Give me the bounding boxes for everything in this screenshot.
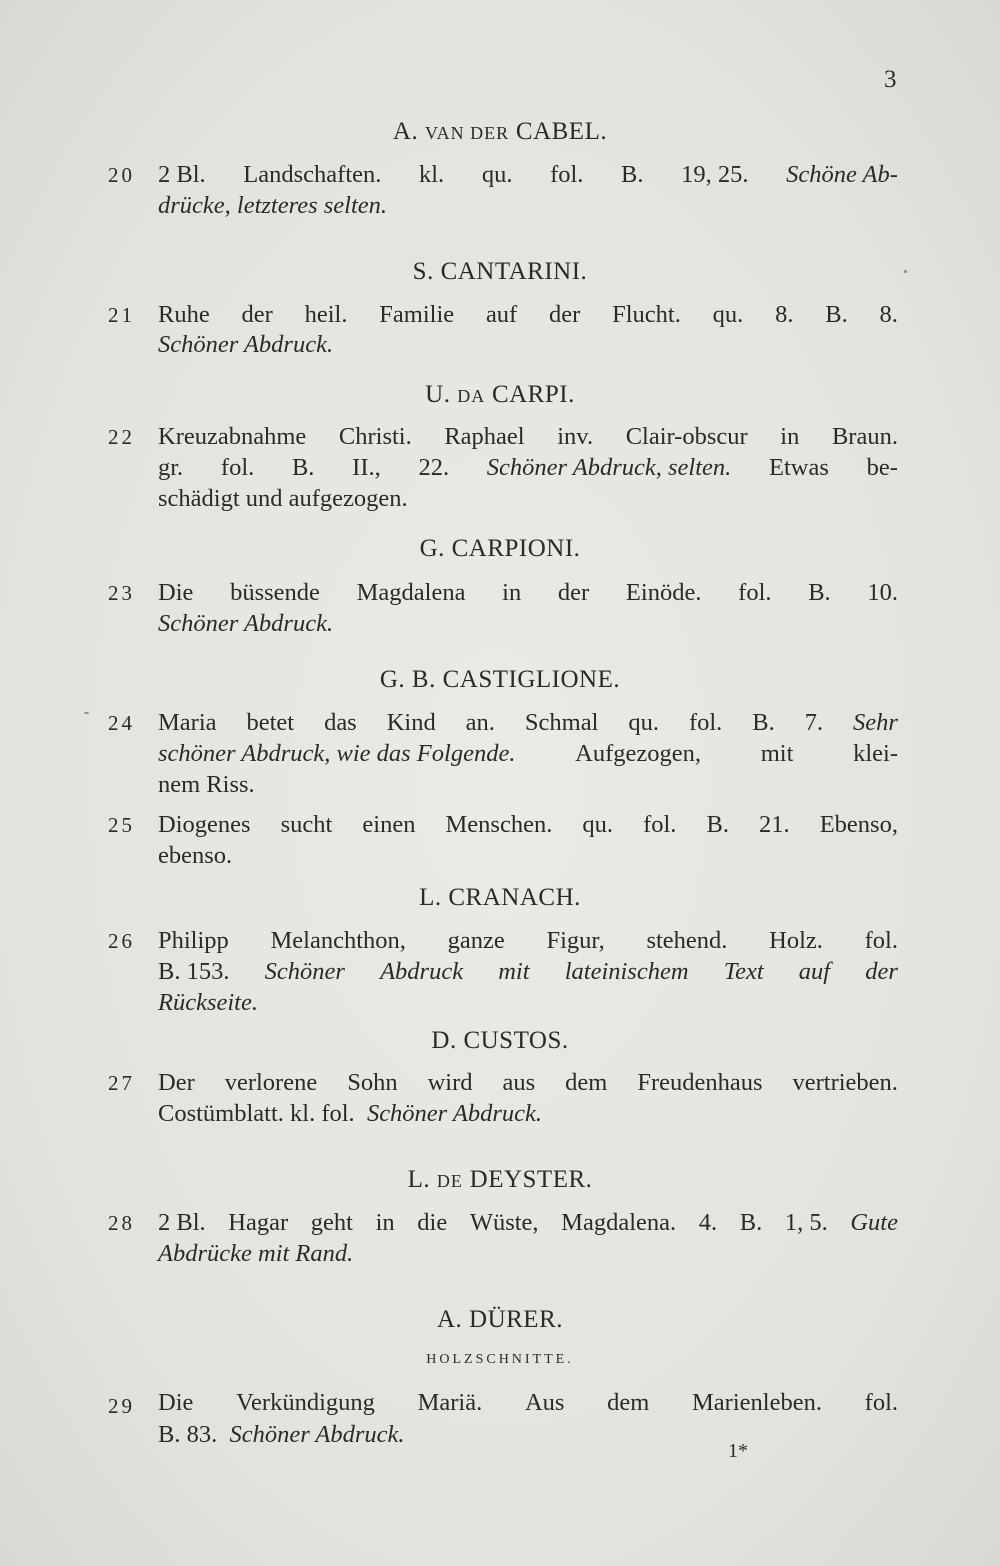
artist-heading-cranach: L. CRANACH. — [419, 884, 581, 911]
entry-line: B. 153. Schöner Abdruck mit lateinischem Text auf der — [158, 958, 898, 985]
artist-initial: L. — [407, 1166, 431, 1193]
entry-number: 22 — [108, 425, 135, 449]
entry-line: Ruhe der heil. Familie auf der Flucht. qu. 8. B. 8. — [158, 301, 898, 328]
entry-line: Die büssende Magdalena in der Einöde. fol. B. 10. — [158, 579, 898, 606]
artist-particle: VAN DER — [424, 123, 510, 143]
entry-line: Diogenes sucht einen Menschen. qu. fol. B. 21. Ebenso, — [158, 811, 898, 838]
entry-line: Die Verkündigung Mariä. Aus dem Marienleben. fol. — [158, 1389, 898, 1416]
artist-initial: U. — [425, 381, 451, 408]
entry-line: 2 Bl. Hagar geht in die Wüste, Magdalena. 4. B. 1, 5. Gute — [158, 1209, 898, 1236]
artist-heading-durer: A. DÜRER. — [436, 1306, 564, 1333]
entry-line: schöner Abdruck, wie das Folgende. Aufgezogen, mit klei- — [158, 740, 898, 767]
artist-heading-cabel — [0, 118, 1000, 146]
page-number: 3 — [884, 66, 897, 93]
entry-line: Philipp Melanchthon, ganze Figur, stehend. Holz. fol. — [158, 927, 898, 954]
artist-heading-carpioni: G. CARPIONI. — [419, 535, 581, 562]
print-speck — [84, 712, 89, 714]
signature-mark: 1* — [728, 1440, 748, 1462]
entry-line: schädigt und aufgezogen. — [158, 485, 408, 512]
artist-name: CABEL. — [515, 118, 608, 145]
entry-line: Schöner Abdruck. — [158, 331, 334, 358]
print-speck — [904, 270, 907, 273]
entry-line: B. 83. Schöner Abdruck. — [158, 1421, 405, 1448]
artist-heading-carpi — [0, 381, 1000, 409]
entry-line: nem Riss. — [158, 771, 255, 798]
entry-number: 28 — [108, 1211, 135, 1235]
artist-heading-castiglione: G. B. CASTIGLIONE. — [379, 666, 621, 693]
artist-heading-deyster — [0, 1166, 1000, 1194]
entry-line: Der verlorene Sohn wird aus dem Freudenhaus vertrieben. — [158, 1069, 898, 1096]
entry-number: 27 — [108, 1071, 135, 1095]
entry-number: 29 — [108, 1394, 135, 1418]
artist-name: CARPI. — [491, 381, 575, 408]
entry-line: Abdrücke mit Rand. — [158, 1240, 354, 1267]
entry-line: Maria betet das Kind an. Schmal qu. fol. B. 7. Sehr — [158, 709, 898, 736]
entry-number: 26 — [108, 929, 135, 953]
entry-number: 21 — [108, 303, 135, 327]
artist-name: DEYSTER. — [469, 1166, 593, 1193]
artist-particle: DE — [436, 1171, 463, 1191]
entry-number: 20 — [108, 163, 135, 187]
entry-number: 23 — [108, 581, 135, 605]
entry-line: gr. fol. B. II., 22. Schöner Abdruck, selten. Etwas be- — [158, 454, 898, 481]
section-subheading: HOLZSCHNITTE. — [426, 1352, 574, 1367]
entry-number: 24 — [108, 711, 135, 735]
entry-line: Schöner Abdruck. — [158, 610, 334, 637]
entry-number: 25 — [108, 813, 135, 837]
artist-heading-cantarini: S. CANTARINI. — [412, 258, 588, 285]
entry-line: Rückseite. — [158, 989, 258, 1016]
entry-line: 2 Bl. Landschaften. kl. qu. fol. B. 19, 25. Schöne Ab- — [158, 161, 898, 188]
artist-heading-custos: D. CUSTOS. — [431, 1027, 569, 1054]
entry-line: ebenso. — [158, 842, 233, 869]
artist-initial: A. — [392, 118, 419, 145]
entry-line: drücke, letzteres selten. — [158, 192, 388, 219]
entry-line: Costümblatt. kl. fol. Schöner Abdruck. — [158, 1100, 543, 1127]
entry-line: Kreuzabnahme Christi. Raphael inv. Clair-obscur in Braun. — [158, 423, 898, 450]
artist-particle: DA — [457, 386, 486, 406]
